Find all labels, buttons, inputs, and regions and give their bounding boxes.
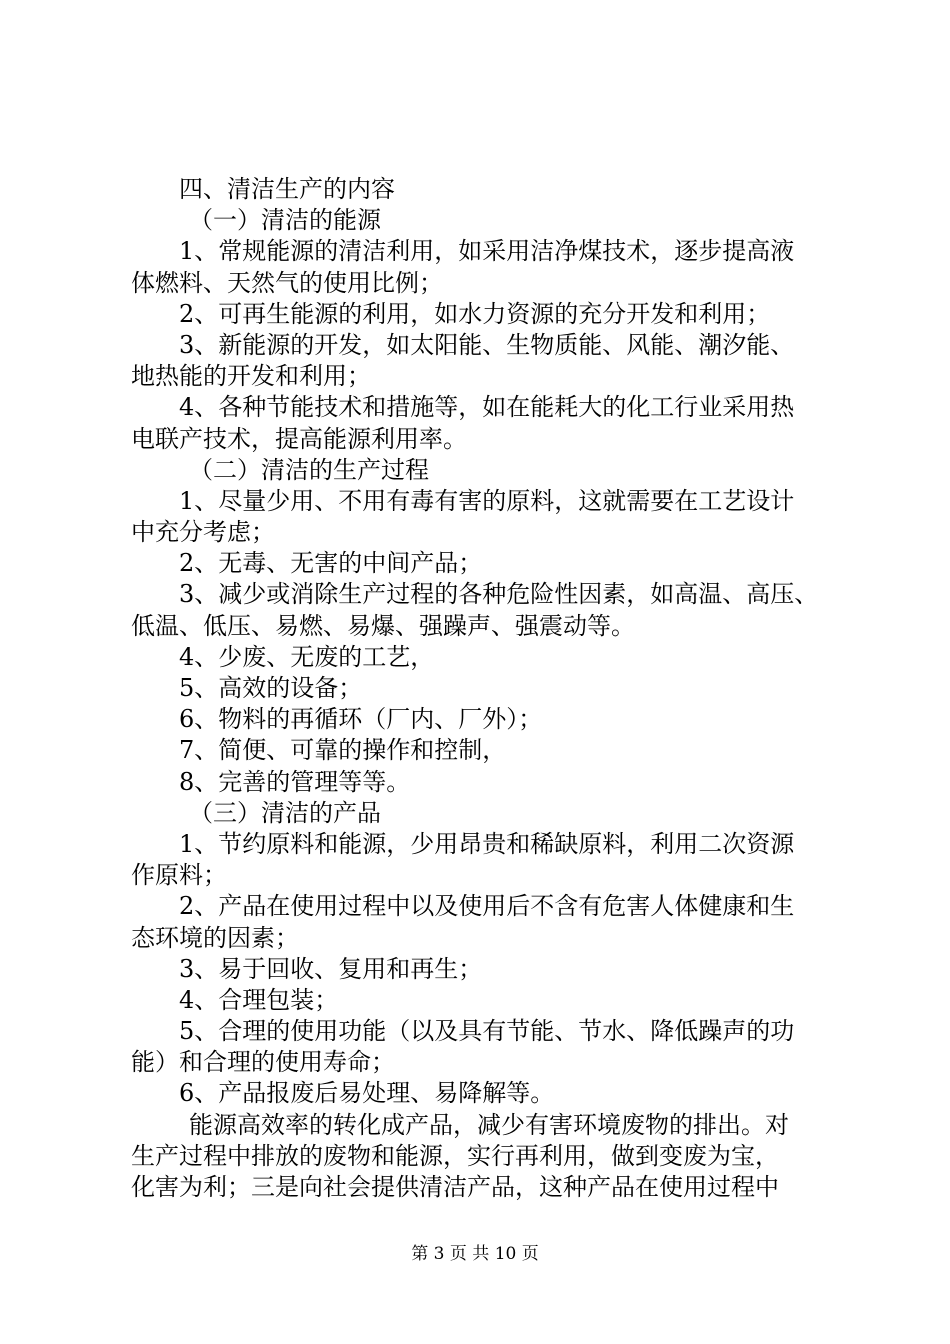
text-line: 中充分考虑； (131, 518, 275, 547)
text-line: 四、清洁生产的内容 (179, 175, 395, 203)
text-line: 地热能的开发和利用； (131, 362, 371, 391)
text-line: 1、节约原料和能源，少用昂贵和稀缺原料，利用二次资源 (179, 829, 795, 858)
text-line: 2、可再生能源的利用，如水力资源的充分开发和利用； (179, 299, 771, 328)
text-line: 4、少废、无废的工艺， (179, 642, 435, 671)
page-footer (0, 1243, 950, 1265)
text-line: （二）清洁的生产过程 (189, 455, 429, 484)
text-line: 7、简便、可靠的操作和控制， (179, 736, 507, 765)
text-line: 8、完善的管理等等。 (179, 767, 411, 796)
text-line: 1、常规能源的清洁利用，如采用洁净煤技术，逐步提高液 (179, 237, 795, 266)
text-line: 1、尽量少用、不用有毒有害的原料，这就需要在工艺设计 (179, 486, 795, 515)
text-line: 化害为利；三是向社会提供清洁产品，这种产品在使用过程中 (131, 1173, 779, 1201)
text-line: 生产过程中排放的废物和能源，实行再利用，做到变废为宝， (131, 1141, 779, 1170)
text-line: 能）和合理的使用寿命； (131, 1048, 395, 1077)
text-line: 4、合理包装； (179, 985, 339, 1014)
text-line: 体燃料、天然气的使用比例； (131, 268, 443, 297)
text-line: 能源高效率的转化成产品，减少有害环境废物的排出。对 (189, 1110, 789, 1139)
text-line: （三）清洁的产品 (189, 798, 381, 827)
text-line: 5、高效的设备； (179, 674, 363, 702)
text-line: （一）清洁的能源 (189, 206, 381, 235)
text-line: 2、无毒、无害的中间产品； (179, 549, 483, 578)
text-line: 6、物料的再循环（厂内、厂外）； (179, 705, 543, 734)
text-line: 态环境的因素； (131, 923, 299, 952)
page-number-label: 第 3 页 共 10 页 (411, 1244, 539, 1264)
text-line: 5、合理的使用功能（以及具有节能、节水、降低躁声的功 (179, 1017, 795, 1046)
text-line: 3、易于回收、复用和再生； (179, 954, 483, 983)
text-line: 电联产技术，提高能源利用率。 (131, 424, 467, 453)
text-line: 作原料； (131, 861, 227, 890)
text-line: 2、产品在使用过程中以及使用后不含有危害人体健康和生 (179, 892, 795, 921)
text-line: 3、新能源的开发，如太阳能、生物质能、风能、潮汐能、 (179, 330, 795, 359)
text-line: 6、产品报废后易处理、易降解等。 (179, 1079, 555, 1108)
text-line: 4、各种节能技术和措施等，如在能耗大的化工行业采用热 (179, 393, 795, 422)
text-line: 3、减少或消除生产过程的各种危险性因素，如高温、高压、 (179, 580, 819, 609)
document-body (131, 174, 851, 1203)
text-line: 低温、低压、易燃、易爆、强躁声、强震动等。 (131, 611, 635, 640)
